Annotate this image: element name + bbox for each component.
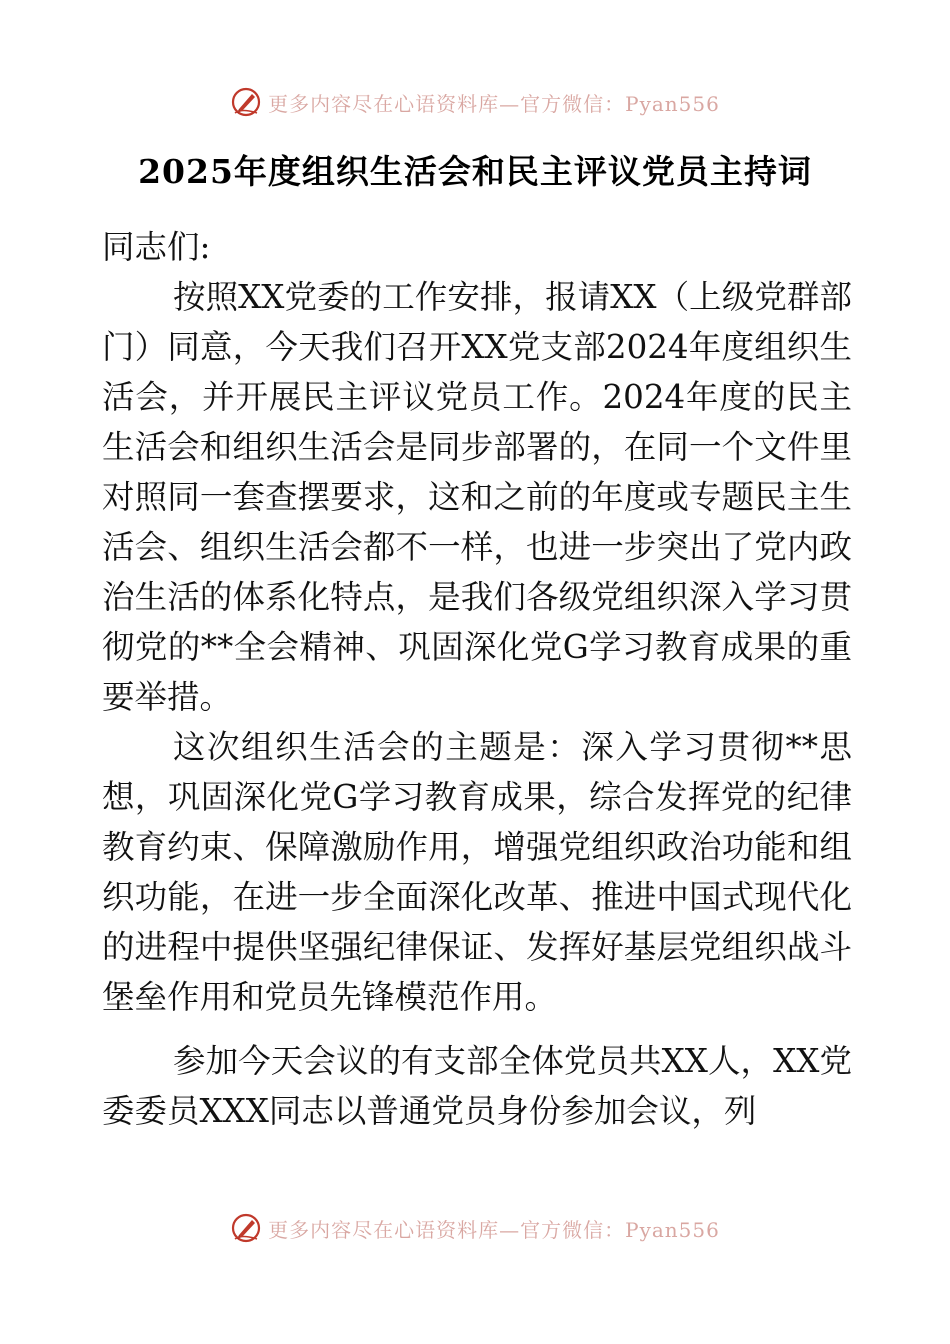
pen-logo-icon [230,86,262,118]
paragraph-3: 参加今天会议的有支部全体党员共XX人，XX党委委员XXX同志以普通党员身份参加会议，列 [102,1042,852,1130]
document-title: 2025年度组织生活会和民主评议党员主持词 [138,152,812,191]
watermark-text: 更多内容尽在心语资料库—官方微信：Pyan556 [268,1217,720,1242]
watermark-footer [0,1210,950,1246]
watermark-text: 更多内容尽在心语资料库—官方微信：Pyan556 [268,91,720,116]
document-body [102,222,852,1136]
pen-logo-icon [230,1212,262,1244]
salutation: 同志们: [102,228,211,266]
paragraph-1: 按照XX党委的工作安排，报请XX（上级党群部门）同意，今天我们召开XX党支部2024年度组织生活会，并开展民主评议党员工作。2024年度的民主生活会和组织生活会是同步部署的，在同一个文件里对照同一套查摆要求，这和之前的年度或专题民主生活会、组织生活会都不一样，也进一步突出了党内政治生活的体系化特点，是我们各级党组织深入学习贯彻党的**全会精神、巩固深化党G学习教育成果的重要举措。 [102,278,852,716]
paragraph-2: 这次组织生活会的主题是：深入学习贯彻**思想，巩固深化党G学习教育成果，综合发挥党的纪律教育约束、保障激励作用，增强党组织政治功能和组织功能，在进一步全面深化改革、推进中国式现代化的进程中提供坚强纪律保证、发挥好基层党组织战斗堡垒作用和党员先锋模范作用。 [102,728,852,1016]
watermark-header [0,84,950,120]
